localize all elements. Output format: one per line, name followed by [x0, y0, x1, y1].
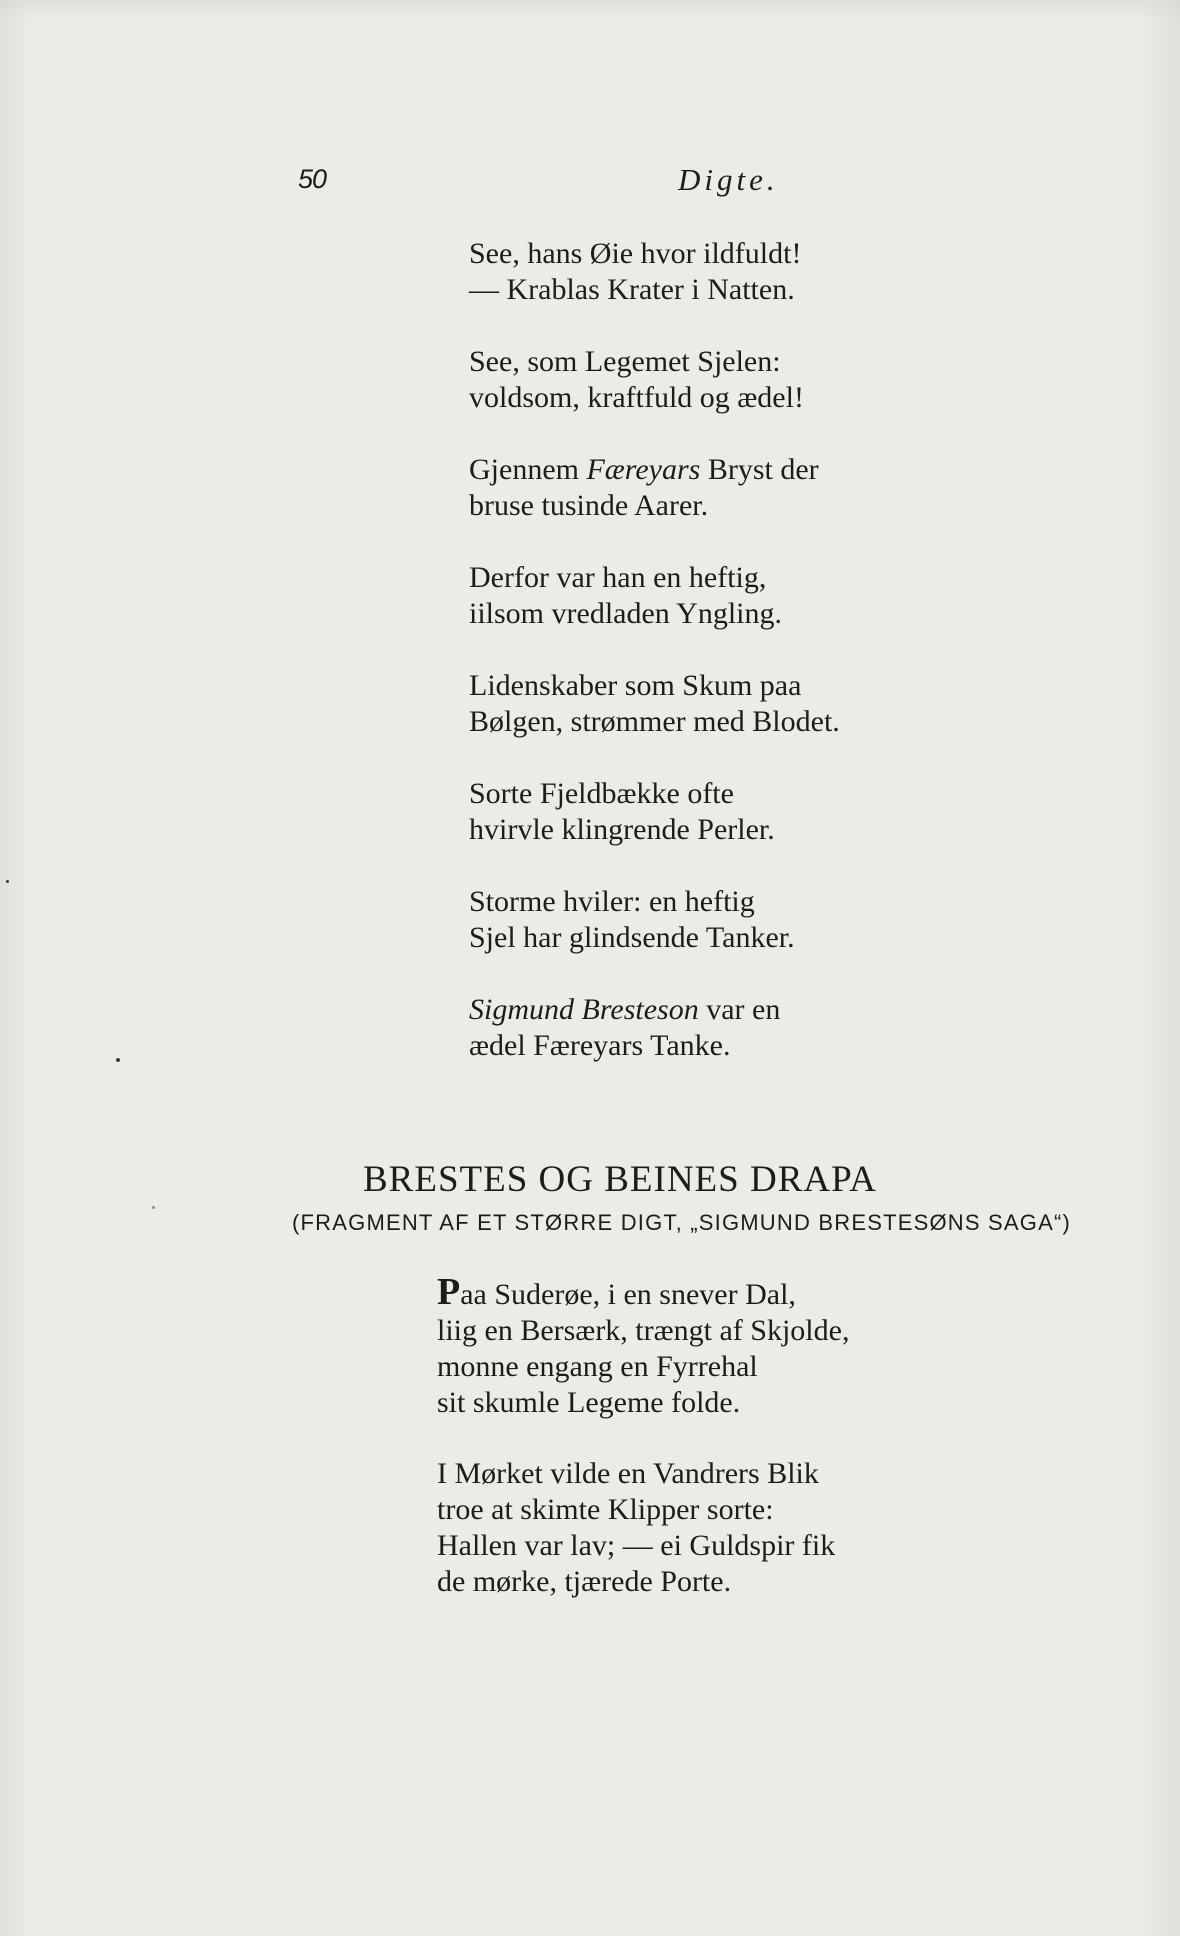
poem-stanza-8	[469, 992, 780, 1064]
drapa-stanza-2	[437, 1456, 835, 1600]
poem-line: Sorte Fjeldbække ofte	[469, 777, 734, 810]
poem-line: hvirvle klingrende Perler.	[469, 813, 775, 846]
poem-line: Hallen var lav; — ei Guldspir fik	[437, 1529, 836, 1562]
running-title: Digte.	[678, 162, 779, 197]
poem-line: Sjel har glindsende Tanker.	[469, 921, 795, 954]
poem-line	[469, 992, 780, 1028]
poem-stanza-7	[469, 884, 795, 956]
poem-line	[437, 1271, 849, 1313]
poem-line: ædel Færeyars Tanke.	[469, 1029, 731, 1062]
poem-line: sit skumle Legeme folde.	[437, 1386, 741, 1419]
drop-cap: P	[437, 1271, 461, 1313]
poem-stanza-5	[469, 668, 840, 740]
poem-stanza-4	[469, 560, 782, 632]
poem-line: bruse tusinde Aarer.	[469, 489, 709, 522]
poem-line: See, som Legemet Sjelen:	[469, 345, 781, 378]
poem-stanza-6	[469, 776, 775, 848]
poem-line	[469, 452, 819, 488]
poem-line: See, hans Øie hvor ildfuldt!	[469, 237, 802, 270]
poem-line: iilsom vredladen Yngling.	[469, 597, 783, 630]
poem-text: aa Suderøe, i en snever Dal,	[460, 1278, 796, 1311]
page-number: 50	[298, 164, 327, 194]
poem-italic-name: Sigmund Bresteson	[469, 993, 699, 1026]
poem-line: Storme hviler: en heftig	[469, 885, 755, 918]
poem-line: — Krablas Krater i Natten.	[469, 273, 795, 306]
paper-speck	[152, 1206, 155, 1209]
poem-text: var en	[698, 993, 781, 1026]
poem-line: de mørke, tjærede Porte.	[437, 1565, 732, 1598]
poem-line: Derfor var han en heftig,	[469, 561, 767, 594]
poem-text: Gjennem	[469, 453, 587, 486]
section-title: BRESTES OG BEINES DRAPA	[362, 1159, 878, 1200]
section-subtitle: (FRAGMENT AF ET STØRRE DIGT, „SIGMUND BRESTESØNS SAGA“)	[292, 1210, 1072, 1235]
paper-speck	[116, 1058, 120, 1062]
poem-line: I Mørket vilde en Vandrers Blik	[437, 1457, 819, 1490]
poem-stanza-1	[469, 236, 801, 308]
poem-line: voldsom, kraftfuld og ædel!	[469, 381, 804, 414]
poem-text: Bryst der	[700, 453, 819, 486]
paper-speck	[6, 880, 9, 883]
poem-stanza-2	[469, 344, 804, 416]
page-header	[0, 160, 1180, 200]
poem-line: troe at skimte Klipper sorte:	[437, 1493, 774, 1526]
poem-italic-name: Færeyars	[586, 453, 701, 486]
poem-line: monne engang en Fyrrehal	[437, 1350, 758, 1383]
poem-line: Lidenskaber som Skum paa	[469, 669, 802, 702]
drapa-stanza-1	[437, 1271, 850, 1421]
poem-line: liig en Bersærk, trængt af Skjolde,	[437, 1314, 850, 1347]
poem-line: Bølgen, strømmer med Blodet.	[469, 705, 840, 738]
poem-stanza-3	[469, 452, 819, 524]
